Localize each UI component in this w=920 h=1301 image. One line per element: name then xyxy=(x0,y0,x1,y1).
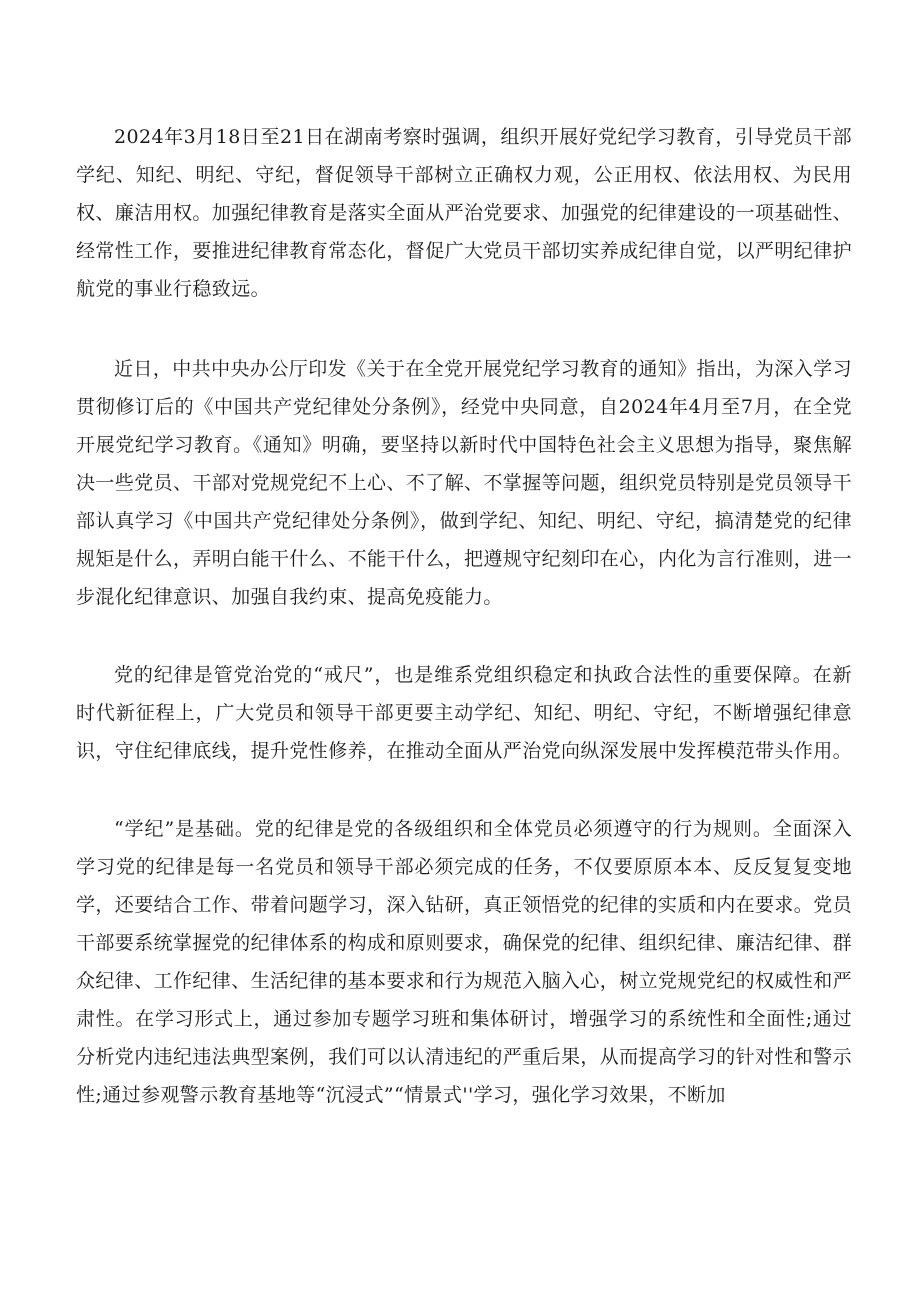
paragraph-2: 近日，中共中央办公厅印发《关于在全党开展党纪学习教育的通知》指出，为深入学习贯彻修订后的《中国共产党纪律处分条例》，经党中央同意，自2024年4月至7月，在全党开展党纪学习教育。《通知》明确，要坚持以新时代中国特色社会主义思想为指导，聚焦解决一些党员、干部对党规党纪不上心、不了解、不掌握等问题，组织党员特别是党员领导干部认真学习《中国共产党纪律处分条例》，做到学纪、知纪、明纪、守纪，搞清楚党的纪律规矩是什么，弄明白能干什么、不能干什么，把遵规守纪刻印在心，内化为言行准则，进一步混化纪律意识、加强自我约束、提高免疫能力。 xyxy=(76,358,853,608)
document-body xyxy=(76,118,852,1152)
paragraph-4: “学纪”是基础。党的纪律是党的各级组织和全体党员必须遵守的行为规则。全面深入学习党的纪律是每一名党员和领导干部必须完成的任务，不仅要原原本本、反反复复变地学，还要结合工作、带着问题学习，深入钻研，真正领悟党的纪律的实质和内在要求。党员干部要系统掌握党的纪律体系的构成和原则要求，确保党的纪律、组织纪律、廉洁纪律、群众纪律、工作纪律、生活纪律的基本要求和行为规范入脑入心，树立党规党纪的权威性和严肃性。在学习形式上，通过参加专题学习班和集体研讨，增强学习的系统性和全面性;通过分析党内违纪违法典型案例，我们可以认清违纪的严重后果，从而提高学习的针对性和警示性;通过参观警示教育基地等“沉浸式”“情景式''学习，强化学习效果，不断加 xyxy=(76,818,853,1106)
paragraph-3: 党的纪律是管党治党的“戒尺”，也是维系党组织稳定和执政合法性的重要保障。在新时代新征程上，广大党员和领导干部更要主动学纪、知纪、明纪、守纪，不断增强纪律意识，守住纪律底线，提升党性修养，在推动全面从严治党向纵深发展中发挥模范带头作用。 xyxy=(76,664,853,762)
paragraph-1: 2024年3月18日至21日在湖南考察时强调，组织开展好党纪学习教育，引导党员干部学纪、知纪、明纪、守纪，督促领导干部树立正确权力观，公正用权、依法用权、为民用权、廉洁用权。加强纪律教育是落实全面从严治党要求、加强党的纪律建设的一项基础性、经常性工作，要推进纪律教育常态化，督促广大党员干部切实养成纪律自觉，以严明纪律护航党的事业行稳致远。 xyxy=(76,126,853,300)
